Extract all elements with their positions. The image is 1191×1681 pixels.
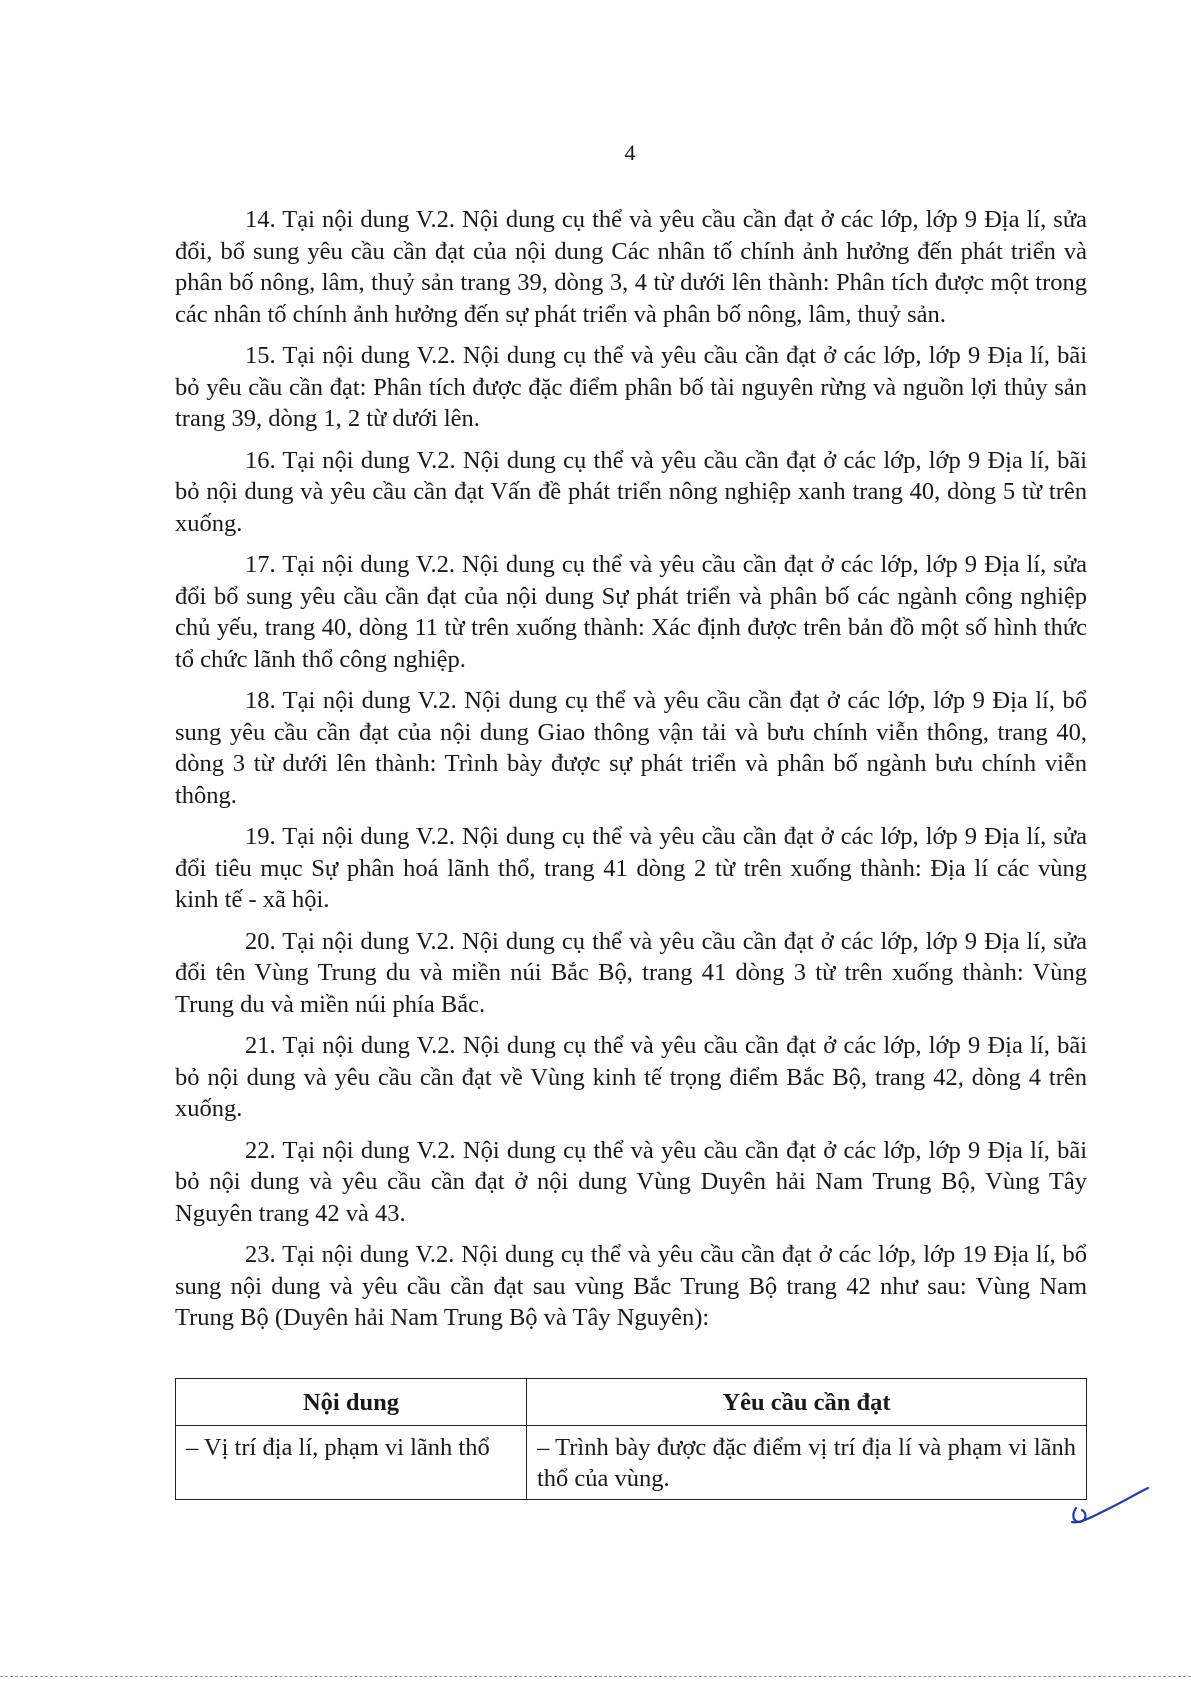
table-header-requirement: Yêu cầu cần đạt — [527, 1379, 1087, 1426]
body-text — [175, 204, 1087, 1344]
paragraph-22: 22. Tại nội dung V.2. Nội dung cụ thể và yêu cầu cần đạt ở các lớp, lớp 9 Địa lí, bãi bỏ nội dung và yêu cầu cần đạt ở nội dung Vùng Duyên hải Nam Trung Bộ, Vùng Tây Nguyên trang 42 và 43. — [175, 1136, 1087, 1227]
handwritten-initial-icon — [1070, 1484, 1150, 1526]
page-number: 4 — [624, 140, 636, 165]
paragraph-18: 18. Tại nội dung V.2. Nội dung cụ thể và yêu cầu cần đạt ở các lớp, lớp 9 Địa lí, bổ sung yêu cầu cần đạt của nội dung Giao thông vận tải và bưu chính viễn thông, trang 40, dòng 3 từ dưới lên thành: Trình bày được sự phát triển và phân bố ngành bưu chính viễn thông. — [175, 687, 1087, 809]
paragraph-16: 16. Tại nội dung V.2. Nội dung cụ thể và yêu cầu cần đạt ở các lớp, lớp 9 Địa lí, bãi bỏ nội dung và yêu cầu cần đạt Vấn đề phát triển nông nghiệp xanh trang 40, dòng 5 từ trên xuống. — [175, 446, 1087, 537]
footer-divider — [0, 1676, 1191, 1677]
paragraph-14: 14. Tại nội dung V.2. Nội dung cụ thể và yêu cầu cần đạt ở các lớp, lớp 9 Địa lí, sửa đổi, bổ sung yêu cầu cần đạt của nội dung Các nhân tố chính ảnh hưởng đến phát triển và phân bố nông, lâm, thuỷ sản trang 39, dòng 3, 4 từ dưới lên thành: Phân tích được một trong các nhân tố chính ảnh hưởng đến sự phát triển và phân bố nông, lâm, thuỷ sản. — [175, 206, 1087, 328]
table-header-content: Nội dung — [176, 1379, 527, 1426]
table-cell-requirement: – Trình bày được đặc điểm vị trí địa lí và phạm vi lãnh thổ của vùng. — [527, 1425, 1087, 1499]
paragraph-23: 23. Tại nội dung V.2. Nội dung cụ thể và yêu cầu cần đạt ở các lớp, lớp 19 Địa lí, bổ sung nội dung và yêu cầu cần đạt sau vùng Bắc Trung Bộ trang 42 như sau: Vùng Nam Trung Bộ (Duyên hải Nam Trung Bộ và Tây Nguyên): — [175, 1241, 1087, 1331]
table-header-row — [176, 1379, 1087, 1426]
paragraph-15: 15. Tại nội dung V.2. Nội dung cụ thể và yêu cầu cần đạt ở các lớp, lớp 9 Địa lí, bãi bỏ yêu cầu cần đạt: Phân tích được đặc điểm phân bố tài nguyên rừng và nguồn lợi thủy sản trang 39, dòng 1, 2 từ dưới lên. — [175, 342, 1087, 432]
table-cell-content: – Vị trí địa lí, phạm vi lãnh thổ — [176, 1425, 527, 1499]
paragraph-19: 19. Tại nội dung V.2. Nội dung cụ thể và yêu cầu cần đạt ở các lớp, lớp 9 Địa lí, sửa đổi tiêu mục Sự phân hoá lãnh thổ, trang 41 dòng 2 từ trên xuống thành: Địa lí các vùng kinh tế - xã hội. — [175, 823, 1087, 913]
paragraph-20: 20. Tại nội dung V.2. Nội dung cụ thể và yêu cầu cần đạt ở các lớp, lớp 9 Địa lí, sửa đổi tên Vùng Trung du và miền núi Bắc Bộ, trang 41 dòng 3 từ trên xuống thành: Vùng Trung du và miền núi phía Bắc. — [175, 927, 1087, 1018]
paragraph-17: 17. Tại nội dung V.2. Nội dung cụ thể và yêu cầu cần đạt ở các lớp, lớp 9 Địa lí, sửa đổi bổ sung yêu cầu cần đạt của nội dung Sự phát triển và phân bố các ngành công nghiệp chủ yếu, trang 40, dòng 11 từ trên xuống thành: Xác định được trên bản đồ một số hình thức tổ chức lãnh thổ công nghiệp. — [175, 551, 1087, 673]
content-table — [175, 1378, 1087, 1500]
table-row — [176, 1425, 1087, 1499]
paragraph-21: 21. Tại nội dung V.2. Nội dung cụ thể và yêu cầu cần đạt ở các lớp, lớp 9 Địa lí, bãi bỏ nội dung và yêu cầu cần đạt về Vùng kinh tế trọng điểm Bắc Bộ, trang 42, dòng 4 trên xuống. — [175, 1032, 1087, 1122]
